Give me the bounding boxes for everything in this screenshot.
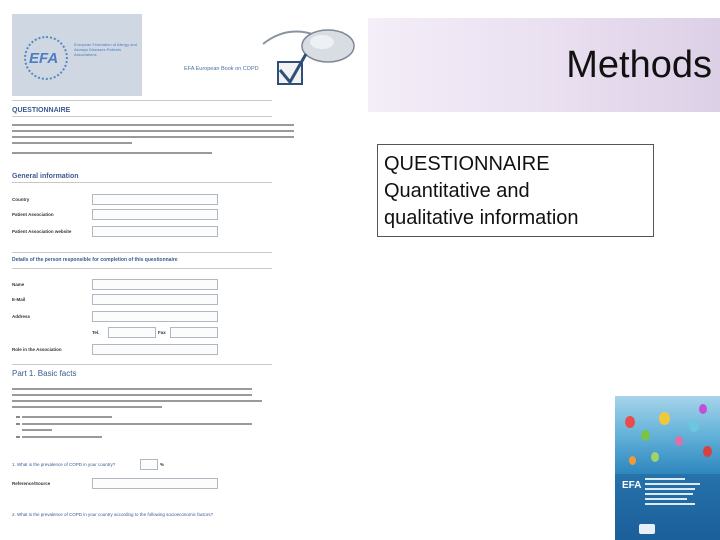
textbox-line: Quantitative and (384, 180, 530, 202)
divider (12, 252, 272, 253)
general-information-heading: General information (12, 173, 79, 180)
document-caption: EFA European Book on COPD (184, 66, 259, 72)
association-website-field (92, 226, 218, 237)
contact-details-heading: Details of the person responsible for completion of this questionnaire (12, 257, 178, 263)
balloon-icon (651, 452, 659, 462)
field-label: Reference/Source (12, 481, 51, 486)
balloon-icon (675, 436, 683, 446)
divider (12, 364, 272, 365)
textbox-line: qualitative information (384, 207, 579, 229)
text-line (12, 130, 294, 132)
role-field (92, 344, 218, 355)
balloon-icon (703, 446, 712, 457)
divider (12, 100, 272, 101)
text-line (22, 423, 252, 425)
divider (12, 182, 272, 183)
text-line (12, 152, 212, 154)
book-title-lines (645, 478, 705, 508)
bullet (16, 423, 20, 425)
question-1: 1. What is the prevalence of COPD in your country? (12, 462, 116, 467)
field-label: Role in the Association (12, 347, 62, 352)
field-label: Address (12, 314, 31, 319)
reference-field (92, 478, 218, 489)
tel-field (108, 327, 156, 338)
document-header (8, 14, 368, 102)
divider (12, 116, 272, 117)
field-label: Patient Association (12, 212, 54, 217)
divider (12, 268, 272, 269)
efa-book-cover-image (615, 396, 720, 540)
tel-label: Tel. (92, 330, 100, 335)
text-line (12, 388, 252, 390)
textbox-line: QUESTIONNAIRE (384, 153, 550, 175)
text-line (12, 136, 294, 138)
address-field (92, 311, 218, 322)
field-label: Name (12, 282, 25, 287)
balloon-icon (625, 416, 635, 428)
bullet (16, 416, 20, 418)
name-field (92, 279, 218, 290)
slide-title: Methods (566, 44, 712, 86)
bullet (16, 436, 20, 438)
computer-mouse-checkbox-icon (258, 14, 368, 94)
text-line (22, 429, 52, 431)
field-label: Country (12, 197, 30, 202)
fax-field (170, 327, 218, 338)
text-line (12, 406, 162, 408)
text-line (12, 394, 252, 396)
patient-association-field (92, 209, 218, 220)
prevalence-field (140, 459, 158, 470)
text-line (22, 416, 112, 418)
book-logo: EFA (622, 480, 642, 491)
text-line (22, 436, 102, 438)
balloon-icon (699, 404, 707, 414)
text-line (12, 400, 262, 402)
balloon-icon (629, 456, 636, 465)
country-field (92, 194, 218, 205)
balloon-icon (641, 430, 650, 441)
methods-textbox (377, 144, 654, 237)
percent-unit: % (160, 462, 165, 467)
field-label: Patient Association website (12, 229, 72, 234)
email-field (92, 294, 218, 305)
fax-label: Fax (158, 330, 166, 335)
text-line (12, 142, 132, 144)
efa-logo-subtitle: European Federation of Allergy and Airways Diseases Patients Associations (74, 42, 137, 57)
question-2: 2. What is the prevalence of COPD in your country according to the following socioeconomic factors? (12, 512, 214, 517)
questionnaire-document-image (8, 14, 368, 540)
text-line (12, 124, 294, 126)
balloon-icon (689, 420, 699, 432)
balloon-icon (659, 412, 670, 425)
efa-logo-text: EFA (29, 50, 59, 67)
efa-logo-panel (12, 14, 142, 96)
document-heading: QUESTIONNAIRE (12, 107, 71, 114)
book-badge-icon (639, 524, 655, 534)
part1-heading: Part 1. Basic facts (12, 369, 77, 378)
field-label: E-Mail (12, 297, 26, 302)
